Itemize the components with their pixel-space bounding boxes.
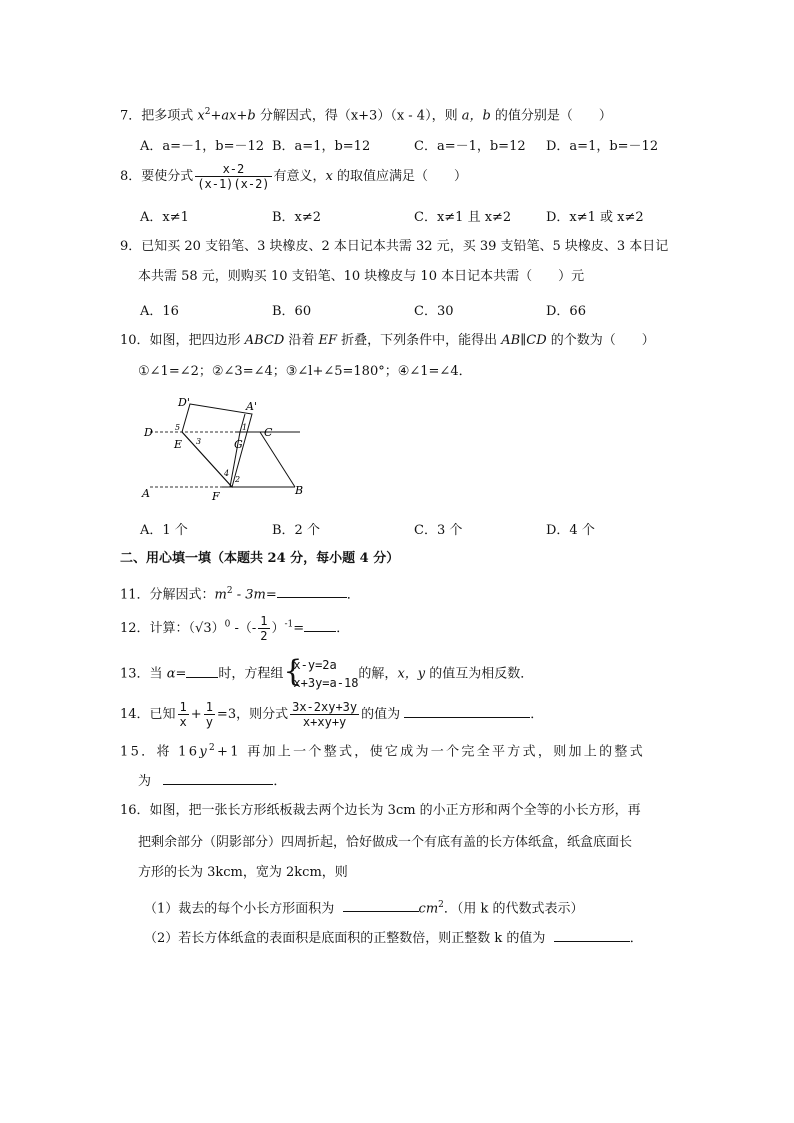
- label-d-prime: D': [178, 396, 190, 409]
- q12-fraction: [258, 614, 269, 643]
- q12-pre: 12．计算：（√3）: [120, 621, 225, 636]
- q12-answer-blank[interactable]: [304, 617, 336, 632]
- q15-tail: +1 再加上一个整式，使它成为一个完全平方式，则加上的整式: [217, 744, 646, 760]
- q11-sup: 2: [226, 586, 233, 596]
- angle-3: 3: [196, 437, 202, 446]
- q13-equation-system: [283, 656, 358, 692]
- q9-option-c[interactable]: C．30: [414, 304, 454, 319]
- q13-tail: 的值互为相反数．: [425, 666, 534, 682]
- q14-f2-num: 1: [205, 700, 213, 714]
- q12-numerator: 1: [260, 614, 268, 628]
- q14-fraction-3: [290, 700, 359, 729]
- q9-option-b[interactable]: B．60: [272, 304, 312, 319]
- q13-brace: {: [283, 654, 303, 689]
- q13-tail-pre: 的解，: [358, 666, 398, 682]
- q9-line-2: 本共需 58 元，则购买 10 支铅笔、10 块橡皮与 10 本日记本共需（ ）元: [138, 269, 585, 284]
- q8-option-c[interactable]: C．x≠1 且 x≠2: [414, 210, 512, 225]
- q10-along: 沿着: [284, 333, 319, 348]
- q8-option-b[interactable]: B．x≠2: [272, 210, 322, 225]
- q14-tail: 的值为: [361, 707, 401, 722]
- q14-pre: 14．已知: [120, 707, 176, 722]
- q16-sub-2: [144, 927, 643, 948]
- q16-sub2-answer-blank[interactable]: [554, 927, 630, 942]
- q15-line-1: [120, 739, 645, 761]
- q15-pre: 15．将 16: [120, 744, 200, 760]
- q11-tail: ．: [346, 587, 360, 603]
- q10-option-c[interactable]: C．3 个: [414, 523, 463, 538]
- q8-numerator: x-2: [195, 162, 271, 177]
- q16-sub2-end: ．: [629, 931, 643, 946]
- q16-sub1-unit: cm: [418, 901, 439, 917]
- q10-ef: EF: [318, 333, 338, 348]
- q10-conditions: ①∠1=∠2；②∠3=∠4；③∠l+∠5=180°；④∠1=∠4．: [138, 364, 472, 379]
- q15-sup: 2: [208, 743, 218, 753]
- label-c: C: [264, 426, 273, 439]
- q10-option-a[interactable]: A．1 个: [140, 523, 188, 538]
- q13-stem: [120, 656, 533, 692]
- q7-mid: 分解因式，得（: [255, 108, 351, 124]
- q11-m: m: [214, 587, 227, 603]
- q9-option-d[interactable]: D．66: [546, 304, 586, 319]
- q7-sup: 2: [204, 107, 211, 117]
- q8-option-a[interactable]: A．x≠1: [140, 210, 189, 225]
- label-g: G: [234, 438, 243, 451]
- angle-5: 5: [175, 423, 181, 432]
- q7-tail: 的值分别是（ ）: [490, 108, 612, 124]
- q8-denominator: (x-1)(x-2): [197, 177, 270, 191]
- q7-option-c[interactable]: C．a=－1，b=12: [414, 139, 526, 154]
- label-a-prime: A': [246, 400, 257, 413]
- q7-x: x: [197, 108, 205, 124]
- q10-parallel: AB∥CD: [501, 333, 547, 348]
- label-e: E: [174, 438, 183, 451]
- q10-abcd: ABCD: [244, 333, 285, 348]
- q15-line-2: [138, 770, 286, 791]
- q16-line-2: 把剩余部分（阴影部分）四周折起，恰好做成一个有底有盖的长方体纸盒，纸盒底面长: [138, 835, 633, 850]
- q8-var: x: [325, 169, 333, 184]
- q14-plus: +: [190, 707, 202, 722]
- q9-option-a[interactable]: A．16: [140, 304, 179, 319]
- q13-eq: =: [175, 666, 187, 682]
- q8-mid: 有意义，: [273, 169, 326, 184]
- q10-option-d[interactable]: D．4 个: [546, 523, 595, 538]
- q14-f1-den: x: [179, 715, 187, 729]
- q7-stem: [120, 103, 612, 125]
- q7-factors: x+3）（x - 4），则: [350, 108, 462, 124]
- q14-f2-den: y: [205, 715, 213, 729]
- q12-eq: =: [293, 621, 305, 636]
- q10-option-b[interactable]: B．2 个: [272, 523, 320, 538]
- q7-option-b[interactable]: B．a=1，b=12: [272, 139, 371, 154]
- angle-4: 4: [224, 469, 230, 478]
- q13-xy: x，y: [397, 666, 426, 682]
- q11-rest: - 3m=: [232, 587, 277, 603]
- q14-end: ．: [530, 707, 544, 722]
- q9-line-1: 9．已知买 20 支铅笔、3 块橡皮、2 本日记本共需 32 元，买 39 支铅笔、5 块橡皮、3 本日记: [120, 239, 669, 254]
- q13-eq1: x-y=2a: [293, 658, 337, 672]
- q8-option-d[interactable]: D．x≠1 或 x≠2: [546, 210, 644, 225]
- q15-answer-blank[interactable]: [163, 770, 273, 785]
- q13-alpha: α: [166, 666, 176, 682]
- q11-pre: 11．分解因式：: [120, 587, 215, 603]
- q14-f1-num: 1: [179, 700, 187, 714]
- q16-sub1-answer-blank[interactable]: [343, 897, 419, 912]
- q12-tail: ．: [336, 621, 350, 636]
- q12-sup1: -1: [284, 619, 294, 630]
- q11-answer-blank[interactable]: [277, 583, 347, 598]
- q13-eq2: x+3y=a-18: [293, 676, 359, 690]
- q8-fraction: [195, 162, 271, 191]
- angle-2: 2: [235, 475, 241, 484]
- q7-vars: a，b: [461, 108, 491, 124]
- label-f: F: [212, 490, 220, 503]
- q13-answer-blank[interactable]: [186, 663, 218, 678]
- q14-fraction-2: [204, 700, 215, 729]
- q16-sub1-tail: ．（用 k 的代数式表示）: [443, 901, 584, 917]
- q14-f3-num: 3x-2xy+3y: [292, 700, 358, 714]
- q14-f3-den: x+xy+y: [302, 715, 347, 729]
- q15-y: y: [199, 744, 209, 760]
- q13-pre: 13．当: [120, 666, 167, 682]
- q16-sub1-pre: （1）裁去的每个小长方形面积为: [144, 901, 335, 917]
- q10-fold-figure: [140, 392, 320, 507]
- label-b: B: [295, 484, 304, 497]
- q14-stem: [120, 700, 543, 729]
- q16-line-1: 16．如图，把一张长方形纸板裁去两个边长为 3cm 的小正方形和两个全等的小长方形，再: [120, 803, 641, 818]
- angle-1: 1: [242, 423, 248, 432]
- q14-answer-blank[interactable]: [404, 703, 530, 718]
- q13-mid: 时，方程组: [218, 666, 284, 682]
- q15-line2-pre: 为: [138, 774, 152, 789]
- label-d: D: [144, 426, 153, 439]
- q12-mid: -（-: [230, 621, 257, 636]
- q14-mid: =3，则分式: [216, 707, 289, 722]
- q16-sub1-sup: 2: [438, 900, 444, 910]
- q10-tail: 的个数为（ ）: [546, 333, 655, 348]
- q12-sup0: 0: [224, 619, 231, 630]
- q7-expr: +ax+b: [210, 108, 256, 124]
- q11-stem: [120, 582, 360, 604]
- section-2-title: 二、用心填一填（本题共 24 分，每小题 4 分）: [120, 551, 400, 566]
- q16-sub2-pre: （2）若长方体纸盒的表面积是底面积的正整数倍，则正整数 k 的值为: [144, 931, 546, 946]
- q10-pre: 10．如图，把四边形: [120, 333, 245, 348]
- q7-option-d[interactable]: D．a=1，b=－12: [546, 139, 659, 154]
- q7-option-a[interactable]: A．a=－1，b=－12: [140, 139, 265, 154]
- q15-end: ．: [273, 774, 287, 789]
- q12-stem: [120, 614, 349, 643]
- q14-fraction-1: [178, 700, 189, 729]
- q10-stem: [120, 332, 655, 350]
- q8-stem: [120, 162, 467, 191]
- q12-close: ）: [271, 621, 285, 636]
- q10-mid: 折叠，下列条件中，能得出: [337, 333, 502, 348]
- label-a: A: [142, 487, 150, 500]
- q7-pre: 7．把多项式: [120, 108, 198, 124]
- q16-line-3: 方形的长为 3kcm，宽为 2kcm，则: [138, 865, 348, 880]
- q12-denominator: 2: [260, 629, 268, 643]
- q8-pre: 8．要使分式: [120, 169, 194, 184]
- q8-tail: 的取值应满足（ ）: [332, 169, 468, 184]
- q16-sub-1: [144, 896, 584, 918]
